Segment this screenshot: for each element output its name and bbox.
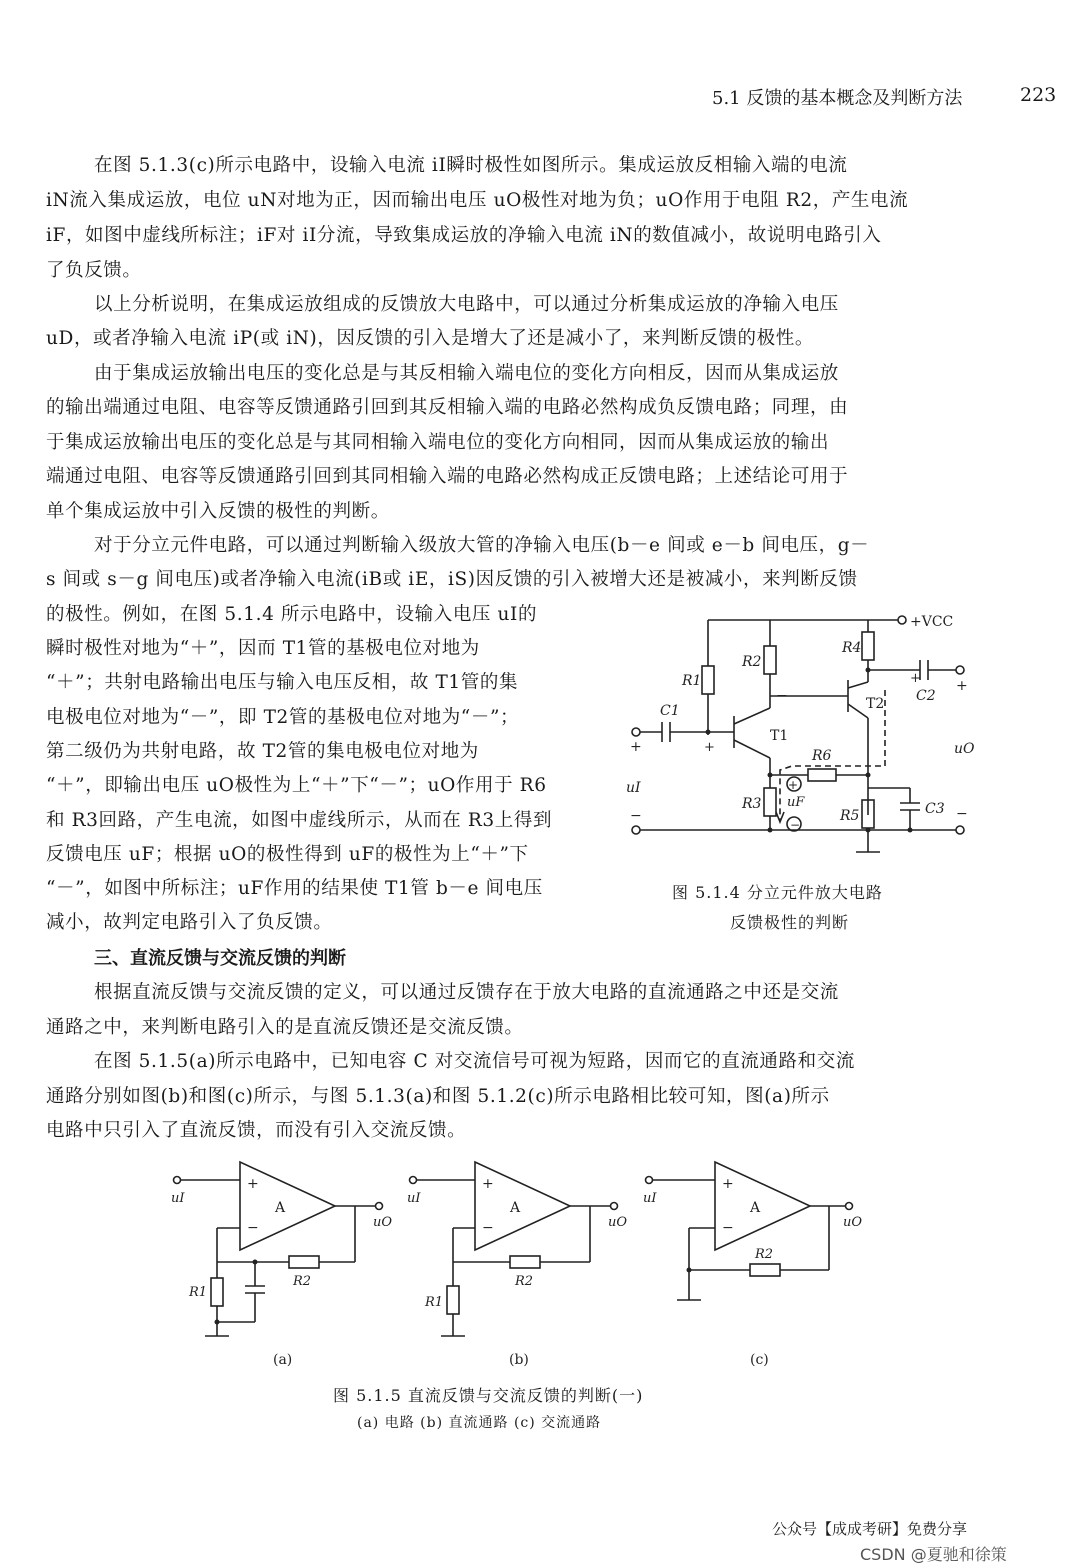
text-line: iF，如图中虚线所标注；iF对 iI分流，导致集成运放的净输入电流 iN的数值减小，故说明电路引入	[46, 225, 882, 246]
text-line: 通路之中，来判断电路引入的是直流反馈还是交流反馈。	[46, 1017, 524, 1038]
svg-text:R2: R2	[755, 1247, 774, 1262]
text-line: 于集成运放输出电压的变化总是与其同相输入端电位的变化方向相同，因而从集成运放的输出	[46, 432, 830, 453]
text-line: 的输出端通过电阻、电容等反馈通路引回到其反相输入端的电路必然构成负反馈电路；同理，由	[46, 397, 849, 418]
svg-text:R1: R1	[425, 1295, 444, 1310]
t2-label: T2	[866, 696, 885, 712]
text-line: 对于分立元件电路，可以通过判断输入级放大管的净输入电压(b－e 间或 e－b 间电压，g－	[94, 535, 870, 556]
svg-text:uO: uO	[608, 1215, 628, 1230]
c2-polarity: +	[910, 671, 921, 686]
figure-5-1-5-caption: 图 5.1.5 直流反馈与交流反馈的判断(一)	[333, 1386, 644, 1405]
footer-note: 公众号【成成考研】免费分享	[772, 1520, 968, 1538]
svg-text:+: +	[482, 1176, 494, 1192]
uo-label: uO	[954, 741, 975, 757]
text-line: 了负反馈。	[46, 260, 142, 281]
t2-collector	[848, 682, 868, 688]
ui-label: uI	[626, 780, 641, 796]
svg-text:A: A	[510, 1200, 521, 1216]
svg-text:+: +	[247, 1176, 259, 1192]
label-c: (c)	[750, 1352, 769, 1368]
t1-emitter	[734, 740, 770, 758]
text-line: 单个集成运放中引入反馈的极性的判断。	[46, 501, 390, 522]
c2-label: C2	[916, 688, 936, 704]
svg-text:R2: R2	[293, 1274, 312, 1289]
text-line: 由于集成运放输出电压的变化总是与其反相输入端电位的变化方向相反，因而从集成运放	[94, 363, 839, 384]
output-plus-sign: +	[956, 678, 968, 694]
resistor-r6	[808, 769, 836, 781]
text-line: 通路分别如图(b)和图(c)所示，与图 5.1.3(a)和图 5.1.2(c)所示电路相比较可知，图(a)所示	[46, 1086, 830, 1107]
vcc-label: +VCC	[910, 614, 954, 630]
page-number: 223	[1020, 84, 1057, 106]
text-line: 和 R3回路，产生电流，如图中虚线所示，从而在 R3上得到	[46, 810, 553, 831]
svg-text:−: −	[482, 1220, 494, 1236]
t2-emitter	[848, 704, 868, 718]
svg-text:R2: R2	[515, 1274, 534, 1289]
output-terminal-top	[956, 666, 964, 674]
text-line: 在图 5.1.3(c)所示电路中，设输入电流 iI瞬时极性如图所示。集成运放反相输入端的电流	[94, 155, 848, 176]
r5-label: R5	[840, 808, 860, 824]
text-line: “＋”；共射电路输出电压与输入电压反相，故 T1管的集	[46, 672, 519, 693]
text-line: 电极电位对地为“－”，即 T2管的基极电位对地为“－”；	[46, 707, 520, 728]
svg-text:+: +	[722, 1176, 734, 1192]
svg-text:A: A	[750, 1200, 761, 1216]
svg-text:R1: R1	[189, 1285, 208, 1300]
input-terminal-top	[632, 728, 640, 736]
text-line: “＋”，即输出电压 uO极性为上“＋”下“－”；uO作用于 R6	[46, 775, 547, 796]
r1-label: R1	[682, 673, 702, 689]
svg-text:uI: uI	[407, 1191, 421, 1206]
text-line: 减小，故判定电路引入了负反馈。	[46, 912, 333, 933]
svg-text:uI: uI	[643, 1191, 657, 1206]
text-line: 根据直流反馈与交流反馈的定义，可以通过反馈存在于放大电路的直流通路之中还是交流	[94, 982, 839, 1003]
csdn-watermark: CSDN @夏驰和徐策	[860, 1545, 1007, 1564]
t1-collector-polarity: −	[776, 688, 788, 704]
circuit-b	[407, 1162, 627, 1368]
circuit-c	[643, 1162, 862, 1368]
input-plus-sign: +	[630, 739, 642, 755]
label-a: (a)	[273, 1352, 293, 1368]
text-line: 的极性。例如，在图 5.1.4 所示电路中，设输入电压 uI的	[46, 604, 538, 625]
r3-label: R3	[742, 796, 762, 812]
resistor-r3	[764, 788, 776, 816]
circuit-a	[171, 1162, 392, 1368]
r4-label: R4	[842, 640, 862, 656]
r6-label: R6	[812, 748, 832, 764]
t1-base-polarity: +	[704, 740, 715, 755]
c3-label: C3	[925, 801, 945, 817]
svg-text:A: A	[275, 1200, 286, 1216]
svg-text:+: +	[788, 778, 799, 792]
figure-5-1-4-circuit	[620, 600, 1000, 865]
input-terminal-bottom	[632, 826, 640, 834]
text-line: 瞬时极性对地为“＋”，因而 T1管的基极电位对地为	[46, 638, 480, 659]
section-heading: 三、直流反馈与交流反馈的判断	[94, 948, 346, 969]
figure-5-1-5-subcaption: (a) 电路 (b) 直流通路 (c) 交流通路	[357, 1415, 602, 1431]
header-section-title: 5.1 反馈的基本概念及判断方法	[712, 88, 963, 109]
text-line: 以上分析说明，在集成运放组成的反馈放大电路中，可以通过分析集成运放的净输入电压	[94, 294, 839, 315]
svg-text:uI: uI	[171, 1191, 185, 1206]
label-b: (b)	[509, 1352, 529, 1368]
text-line: 第二级仍为共射电路，故 T2管的集电极电位对地为	[46, 741, 479, 762]
figure-5-1-4-caption-2: 反馈极性的判断	[730, 913, 850, 932]
t1-label: T1	[770, 728, 789, 744]
output-minus-sign: −	[956, 806, 968, 822]
figure-5-1-5-circuits	[165, 1150, 885, 1375]
svg-text:uO: uO	[843, 1215, 863, 1230]
svg-text:−: −	[722, 1220, 734, 1236]
text-line: “－”，如图中所标注；uF作用的结果使 T1管 b－e 间电压	[46, 878, 543, 899]
text-line: 反馈电压 uF；根据 uO的极性得到 uF的极性为上“＋”下	[46, 844, 529, 865]
text-line: 电路中只引入了直流反馈，而没有引入交流反馈。	[46, 1120, 467, 1141]
resistor-r1	[702, 666, 714, 694]
input-minus-sign: −	[630, 808, 642, 824]
svg-text:−: −	[790, 818, 801, 832]
text-line: s 间或 s－g 间电压)或者净输入电流(iB或 iE，iS)因反馈的引入被增大还是被减小，来判断反馈	[46, 569, 858, 590]
c1-label: C1	[660, 703, 680, 719]
svg-text:−: −	[247, 1220, 259, 1236]
svg-text:uO: uO	[373, 1215, 393, 1230]
uf-label: uF	[787, 795, 805, 810]
output-terminal-bottom	[956, 826, 964, 834]
t1-collector	[734, 708, 770, 724]
resistor-r4	[862, 632, 874, 660]
text-line: iN流入集成运放，电位 uN对地为正，因而输出电压 uO极性对地为负；uO作用于电阻 R2，产生电流	[46, 190, 909, 211]
text-line: 在图 5.1.5(a)所示电路中，已知电容 C 对交流信号可视为短路，因而它的直流通路和交流	[94, 1051, 855, 1072]
resistor-r2	[764, 646, 776, 674]
r2-label: R2	[742, 654, 762, 670]
text-line: uD，或者净输入电流 iP(或 iN)，因反馈的引入是增大了还是减小了，来判断反馈的极性。	[46, 328, 814, 349]
text-line: 端通过电阻、电容等反馈通路引回到其同相输入端的电路必然构成正反馈电路；上述结论可用于	[46, 466, 849, 487]
figure-5-1-4-caption: 图 5.1.4 分立元件放大电路	[672, 883, 883, 902]
vcc-terminal	[898, 616, 906, 624]
